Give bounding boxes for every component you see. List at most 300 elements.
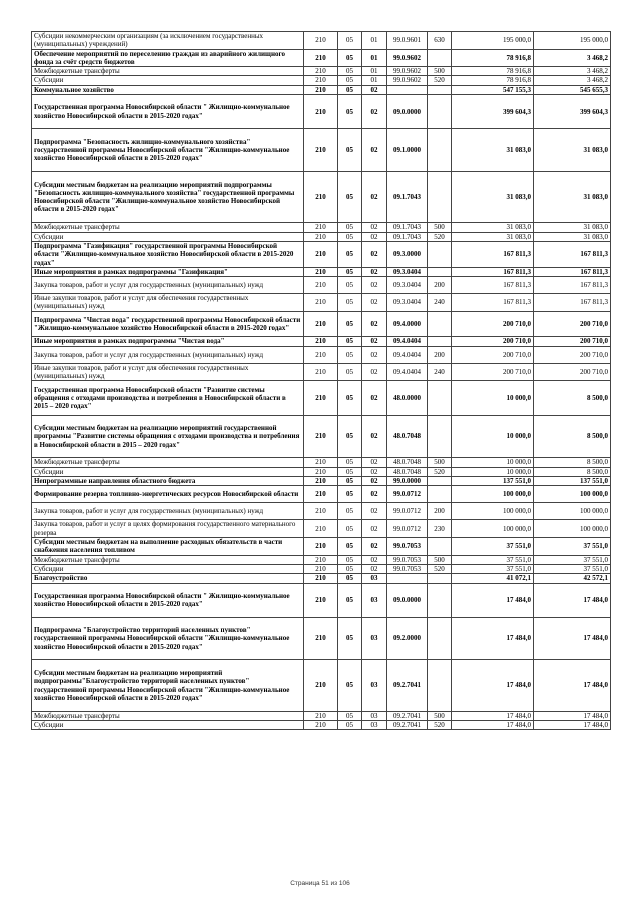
row-section-code: 05 [338, 267, 362, 276]
row-amount-2: 3 468,2 [534, 49, 611, 67]
row-ministry-code: 210 [304, 172, 338, 223]
row-ministry-code: 210 [304, 67, 338, 76]
row-ministry-code: 210 [304, 583, 338, 617]
row-target-code: 09.1.7043 [387, 232, 428, 241]
table-row [32, 223, 611, 232]
row-expense-type [428, 476, 452, 485]
row-name: Межбюджетные трансферты [32, 711, 304, 720]
row-amount-2: 167 811,3 [534, 277, 611, 294]
row-subsection-code: 02 [362, 415, 387, 458]
row-section-code: 05 [338, 277, 362, 294]
row-target-code [387, 85, 428, 94]
row-amount-1: 167 811,3 [452, 294, 534, 312]
row-target-code: 09.1.0000 [387, 129, 428, 172]
row-expense-type [428, 267, 452, 276]
row-name: Подпрограмма "Безопасность жилищно-коммунального хозяйства" государственной программы Новосибирской области "Жилищно-коммунальное хозяйство Новосибирской области в 2015-2020 годах" [32, 129, 304, 172]
row-section-code: 05 [338, 458, 362, 467]
row-amount-1: 100 000,0 [452, 520, 534, 538]
row-target-code: 99.0.0712 [387, 503, 428, 520]
row-ministry-code: 210 [304, 311, 338, 337]
row-name: Субсидии [32, 76, 304, 85]
row-subsection-code: 02 [362, 172, 387, 223]
row-subsection-code: 02 [362, 503, 387, 520]
row-amount-2: 137 551,0 [534, 476, 611, 485]
row-expense-type [428, 538, 452, 556]
row-target-code: 09.4.0404 [387, 346, 428, 363]
table-row [32, 503, 611, 520]
row-subsection-code: 02 [362, 337, 387, 346]
table-row [32, 617, 611, 660]
row-section-code: 05 [338, 574, 362, 583]
row-ministry-code: 210 [304, 337, 338, 346]
row-subsection-code: 02 [362, 311, 387, 337]
row-section-code: 05 [338, 129, 362, 172]
row-subsection-code: 02 [362, 294, 387, 312]
row-name: Субсидии некоммерческим организациям (за исключением государственных (муниципальных) учреждений) [32, 32, 304, 50]
row-ministry-code: 210 [304, 381, 338, 415]
row-expense-type: 500 [428, 223, 452, 232]
row-amount-2: 195 000,0 [534, 32, 611, 50]
row-amount-2: 167 811,3 [534, 294, 611, 312]
row-amount-2: 17 484,0 [534, 660, 611, 711]
row-ministry-code: 210 [304, 476, 338, 485]
row-subsection-code: 02 [362, 458, 387, 467]
row-target-code: 99.0.7053 [387, 538, 428, 556]
row-amount-2: 31 083,0 [534, 223, 611, 232]
row-amount-2: 8 500,0 [534, 467, 611, 476]
row-section-code: 05 [338, 32, 362, 50]
row-name: Подпрограмма "Газификация" государственной программы Новосибирской области "Жилищно-коммунальное хозяйство Новосибирской области в 2015-2020 годах" [32, 241, 304, 267]
row-section-code: 05 [338, 241, 362, 267]
row-subsection-code: 01 [362, 32, 387, 50]
row-amount-2: 100 000,0 [534, 520, 611, 538]
row-ministry-code: 210 [304, 467, 338, 476]
row-name: Государственная программа Новосибирской области " Жилищно-коммунальное хозяйство Новосибирской области в 2015-2020 годах" [32, 95, 304, 129]
row-name: Закупка товаров, работ и услуг в целях формирования государственного материального резерва [32, 520, 304, 538]
row-name: Благоустройство [32, 574, 304, 583]
row-ministry-code: 210 [304, 555, 338, 564]
row-section-code: 05 [338, 476, 362, 485]
row-amount-2: 100 000,0 [534, 486, 611, 503]
row-amount-1: 200 710,0 [452, 311, 534, 337]
row-ministry-code: 210 [304, 617, 338, 660]
table-row [32, 555, 611, 564]
row-amount-1: 200 710,0 [452, 346, 534, 363]
row-amount-2: 3 468,2 [534, 67, 611, 76]
row-name: Непрограммные направления областного бюджета [32, 476, 304, 485]
row-subsection-code: 02 [362, 95, 387, 129]
row-ministry-code: 210 [304, 564, 338, 573]
table-row [32, 363, 611, 381]
row-ministry-code: 210 [304, 574, 338, 583]
row-subsection-code: 03 [362, 721, 387, 730]
row-target-code: 99.0.9602 [387, 76, 428, 85]
row-target-code: 09.3.0404 [387, 267, 428, 276]
row-amount-1: 78 916,8 [452, 49, 534, 67]
row-ministry-code: 210 [304, 486, 338, 503]
table-row [32, 583, 611, 617]
row-subsection-code: 01 [362, 76, 387, 85]
table-row [32, 294, 611, 312]
row-target-code: 99.0.7053 [387, 564, 428, 573]
row-name: Формирование резерва топливно-энергетических ресурсов Новосибирской области [32, 486, 304, 503]
row-subsection-code: 02 [362, 129, 387, 172]
row-target-code: 99.0.0000 [387, 476, 428, 485]
row-amount-2: 31 083,0 [534, 232, 611, 241]
row-section-code: 05 [338, 503, 362, 520]
row-section-code: 05 [338, 223, 362, 232]
row-target-code: 09.4.0000 [387, 311, 428, 337]
row-section-code: 05 [338, 363, 362, 381]
row-subsection-code: 02 [362, 346, 387, 363]
row-subsection-code: 02 [362, 277, 387, 294]
row-expense-type [428, 311, 452, 337]
row-expense-type: 520 [428, 467, 452, 476]
row-amount-1: 17 484,0 [452, 617, 534, 660]
row-amount-2: 17 484,0 [534, 721, 611, 730]
row-subsection-code: 02 [362, 241, 387, 267]
row-name: Субсидии местным бюджетам на выполнение расходных обязательств в части снабжения населения топливом [32, 538, 304, 556]
row-target-code: 99.0.7053 [387, 555, 428, 564]
row-name: Субсидии [32, 721, 304, 730]
table-row [32, 467, 611, 476]
row-name: Иные закупки товаров, работ и услуг для обеспечения государственных (муниципальных) нужд [32, 363, 304, 381]
row-expense-type [428, 95, 452, 129]
row-expense-type [428, 415, 452, 458]
row-name: Иные мероприятия в рамках подпрограммы "Чистая вода" [32, 337, 304, 346]
row-ministry-code: 210 [304, 95, 338, 129]
row-subsection-code: 01 [362, 67, 387, 76]
table-row [32, 129, 611, 172]
row-amount-2: 17 484,0 [534, 583, 611, 617]
row-amount-1: 399 604,3 [452, 95, 534, 129]
row-section-code: 05 [338, 337, 362, 346]
row-ministry-code: 210 [304, 241, 338, 267]
row-ministry-code: 210 [304, 538, 338, 556]
row-amount-2: 200 710,0 [534, 346, 611, 363]
row-name: Межбюджетные трансферты [32, 67, 304, 76]
row-expense-type: 520 [428, 76, 452, 85]
row-section-code: 05 [338, 381, 362, 415]
row-target-code: 48.0.7048 [387, 458, 428, 467]
row-amount-1: 78 916,8 [452, 76, 534, 85]
row-ministry-code: 210 [304, 363, 338, 381]
row-subsection-code: 02 [362, 363, 387, 381]
table-row [32, 660, 611, 711]
row-amount-2: 31 083,0 [534, 172, 611, 223]
row-amount-1: 100 000,0 [452, 503, 534, 520]
row-section-code: 05 [338, 538, 362, 556]
row-amount-2: 200 710,0 [534, 337, 611, 346]
row-subsection-code: 02 [362, 538, 387, 556]
row-amount-2: 8 500,0 [534, 415, 611, 458]
row-expense-type [428, 381, 452, 415]
row-expense-type [428, 660, 452, 711]
row-section-code: 05 [338, 95, 362, 129]
row-expense-type [428, 49, 452, 67]
row-amount-2: 167 811,3 [534, 241, 611, 267]
row-ministry-code: 210 [304, 503, 338, 520]
row-expense-type: 500 [428, 711, 452, 720]
row-name: Иные закупки товаров, работ и услуг для обеспечения государственных (муниципальных) нужд [32, 294, 304, 312]
row-section-code: 05 [338, 172, 362, 223]
row-section-code: 05 [338, 564, 362, 573]
row-amount-2: 100 000,0 [534, 503, 611, 520]
row-amount-1: 10 000,0 [452, 381, 534, 415]
row-expense-type: 240 [428, 294, 452, 312]
table-row [32, 415, 611, 458]
row-target-code: 09.4.0404 [387, 363, 428, 381]
row-ministry-code: 210 [304, 294, 338, 312]
row-name: Субсидии [32, 467, 304, 476]
row-amount-1: 200 710,0 [452, 363, 534, 381]
row-amount-1: 10 000,0 [452, 467, 534, 476]
row-name: Субсидии [32, 564, 304, 573]
row-amount-1: 100 000,0 [452, 486, 534, 503]
row-subsection-code: 03 [362, 617, 387, 660]
row-subsection-code: 02 [362, 520, 387, 538]
row-name: Межбюджетные трансферты [32, 223, 304, 232]
row-target-code: 09.1.7043 [387, 172, 428, 223]
row-amount-1: 167 811,3 [452, 277, 534, 294]
row-expense-type [428, 486, 452, 503]
row-ministry-code: 210 [304, 76, 338, 85]
row-target-code: 99.0.9602 [387, 49, 428, 67]
row-section-code: 05 [338, 617, 362, 660]
row-ministry-code: 210 [304, 458, 338, 467]
row-amount-2: 399 604,3 [534, 95, 611, 129]
row-ministry-code: 210 [304, 721, 338, 730]
row-name: Закупка товаров, работ и услуг для государственных (муниципальных) нужд [32, 277, 304, 294]
table-row [32, 458, 611, 467]
row-amount-1: 17 484,0 [452, 721, 534, 730]
row-target-code: 09.3.0404 [387, 277, 428, 294]
row-expense-type: 200 [428, 346, 452, 363]
row-ministry-code: 210 [304, 520, 338, 538]
table-row [32, 311, 611, 337]
row-amount-2: 200 710,0 [534, 311, 611, 337]
row-amount-1: 17 484,0 [452, 660, 534, 711]
row-name: Закупка товаров, работ и услуг для государственных (муниципальных) нужд [32, 346, 304, 363]
row-target-code: 09.2.7041 [387, 721, 428, 730]
row-section-code: 05 [338, 232, 362, 241]
row-expense-type: 200 [428, 277, 452, 294]
row-name: Закупка товаров, работ и услуг для государственных (муниципальных) нужд [32, 503, 304, 520]
row-expense-type: 520 [428, 564, 452, 573]
row-amount-1: 547 155,3 [452, 85, 534, 94]
row-amount-1: 10 000,0 [452, 415, 534, 458]
row-subsection-code: 02 [362, 223, 387, 232]
row-name: Государственная программа Новосибирской области "Развитие системы обращения с отходами производства и потребления в Новосибирской области в 2015 – 2020 годах" [32, 381, 304, 415]
row-name: Иные мероприятия в рамках подпрограммы "Газификация" [32, 267, 304, 276]
table-row [32, 337, 611, 346]
row-amount-1: 195 000,0 [452, 32, 534, 50]
row-amount-2: 200 710,0 [534, 363, 611, 381]
row-ministry-code: 210 [304, 49, 338, 67]
row-target-code [387, 574, 428, 583]
table-row [32, 486, 611, 503]
row-ministry-code: 210 [304, 415, 338, 458]
row-target-code: 48.0.7048 [387, 415, 428, 458]
row-section-code: 05 [338, 721, 362, 730]
row-amount-1: 137 551,0 [452, 476, 534, 485]
row-amount-2: 17 484,0 [534, 711, 611, 720]
row-expense-type [428, 617, 452, 660]
row-section-code: 05 [338, 346, 362, 363]
row-ministry-code: 210 [304, 660, 338, 711]
row-expense-type: 500 [428, 67, 452, 76]
row-subsection-code: 02 [362, 381, 387, 415]
row-name: Субсидии местным бюджетам на реализацию мероприятий государственной программы "Развитие системы обращения с отходами производства и потребления в Новосибирской области в 2015 – 2020 годах" [32, 415, 304, 458]
row-target-code: 09.4.0404 [387, 337, 428, 346]
row-name: Межбюджетные трансферты [32, 458, 304, 467]
row-amount-1: 37 551,0 [452, 564, 534, 573]
row-amount-2: 17 484,0 [534, 617, 611, 660]
row-ministry-code: 210 [304, 129, 338, 172]
row-amount-2: 37 551,0 [534, 538, 611, 556]
row-name: Государственная программа Новосибирской области " Жилищно-коммунальное хозяйство Новосибирской области в 2015-2020 годах" [32, 583, 304, 617]
row-subsection-code: 03 [362, 574, 387, 583]
row-section-code: 05 [338, 711, 362, 720]
row-amount-2: 167 811,3 [534, 267, 611, 276]
row-target-code: 09.1.7043 [387, 223, 428, 232]
row-target-code: 48.0.0000 [387, 381, 428, 415]
row-expense-type: 500 [428, 458, 452, 467]
row-ministry-code: 210 [304, 32, 338, 50]
row-target-code: 48.0.7048 [387, 467, 428, 476]
row-section-code: 05 [338, 85, 362, 94]
row-amount-1: 10 000,0 [452, 458, 534, 467]
row-subsection-code: 02 [362, 85, 387, 94]
row-ministry-code: 210 [304, 223, 338, 232]
table-row [32, 721, 611, 730]
row-target-code: 99.0.9602 [387, 67, 428, 76]
row-amount-1: 37 551,0 [452, 538, 534, 556]
row-subsection-code: 02 [362, 467, 387, 476]
row-amount-1: 31 083,0 [452, 223, 534, 232]
row-ministry-code: 210 [304, 232, 338, 241]
row-section-code: 05 [338, 486, 362, 503]
row-expense-type: 630 [428, 32, 452, 50]
row-section-code: 05 [338, 555, 362, 564]
row-expense-type: 520 [428, 232, 452, 241]
table-row [32, 711, 611, 720]
row-amount-2: 8 500,0 [534, 458, 611, 467]
row-amount-2: 37 551,0 [534, 555, 611, 564]
row-name: Коммунальное хозяйство [32, 85, 304, 94]
row-name: Подпрограмма "Чистая вода" государственной программы Новосибирской области "Жилищно-коммунальное хозяйство Новосибирской области в 2015-2020 годах" [32, 311, 304, 337]
row-amount-1: 167 811,3 [452, 267, 534, 276]
row-expense-type [428, 129, 452, 172]
row-expense-type: 240 [428, 363, 452, 381]
row-target-code: 99.0.9601 [387, 32, 428, 50]
row-subsection-code: 03 [362, 583, 387, 617]
row-amount-1: 31 083,0 [452, 172, 534, 223]
row-subsection-code: 02 [362, 555, 387, 564]
table-row [32, 241, 611, 267]
row-expense-type: 200 [428, 503, 452, 520]
table-row [32, 346, 611, 363]
row-ministry-code: 210 [304, 277, 338, 294]
row-expense-type [428, 85, 452, 94]
row-target-code: 09.2.0000 [387, 617, 428, 660]
table-row [32, 232, 611, 241]
table-row [32, 520, 611, 538]
table-row [32, 32, 611, 50]
row-ministry-code: 210 [304, 711, 338, 720]
table-row [32, 538, 611, 556]
table-row [32, 267, 611, 276]
table-body [32, 32, 611, 730]
row-name: Обеспечение мероприятий по переселению граждан из аварийного жилищного фонда за счёт средств бюджетов [32, 49, 304, 67]
row-amount-1: 200 710,0 [452, 337, 534, 346]
table-row [32, 381, 611, 415]
row-target-code: 99.0.0712 [387, 520, 428, 538]
row-amount-1: 31 083,0 [452, 129, 534, 172]
row-subsection-code: 02 [362, 232, 387, 241]
row-ministry-code: 210 [304, 267, 338, 276]
row-subsection-code: 02 [362, 486, 387, 503]
row-amount-2: 8 500,0 [534, 381, 611, 415]
row-amount-2: 31 083,0 [534, 129, 611, 172]
row-subsection-code: 03 [362, 711, 387, 720]
table-row [32, 476, 611, 485]
row-amount-1: 31 083,0 [452, 232, 534, 241]
table-row [32, 564, 611, 573]
row-section-code: 05 [338, 415, 362, 458]
row-section-code: 05 [338, 49, 362, 67]
row-target-code: 09.3.0000 [387, 241, 428, 267]
row-expense-type: 500 [428, 555, 452, 564]
row-target-code: 09.0.0000 [387, 583, 428, 617]
row-amount-1: 78 916,8 [452, 67, 534, 76]
row-ministry-code: 210 [304, 346, 338, 363]
row-expense-type [428, 583, 452, 617]
row-target-code: 99.0.0712 [387, 486, 428, 503]
table-row [32, 49, 611, 67]
table-row [32, 574, 611, 583]
row-amount-1: 17 484,0 [452, 711, 534, 720]
row-expense-type [428, 337, 452, 346]
row-expense-type [428, 241, 452, 267]
row-section-code: 05 [338, 583, 362, 617]
row-section-code: 05 [338, 520, 362, 538]
budget-table [31, 31, 611, 730]
row-expense-type: 520 [428, 721, 452, 730]
row-amount-1: 37 551,0 [452, 555, 534, 564]
row-target-code: 09.2.7041 [387, 711, 428, 720]
row-subsection-code: 03 [362, 660, 387, 711]
row-section-code: 05 [338, 67, 362, 76]
row-subsection-code: 02 [362, 564, 387, 573]
row-amount-1: 41 072,1 [452, 574, 534, 583]
row-name: Субсидии местным бюджетам на реализацию мероприятий подпрограммы "Безопасность жилищно-коммунального хозяйства" государственной программы Новосибирской области "Жилищно-коммунальное хозяйство Новосибирской области в 2015-2020 годах" [32, 172, 304, 223]
row-expense-type [428, 172, 452, 223]
row-section-code: 05 [338, 294, 362, 312]
row-amount-2: 42 572,1 [534, 574, 611, 583]
row-expense-type [428, 574, 452, 583]
table-row [32, 277, 611, 294]
row-subsection-code: 02 [362, 267, 387, 276]
row-name: Субсидии [32, 232, 304, 241]
row-expense-type: 230 [428, 520, 452, 538]
table-row [32, 172, 611, 223]
table-row [32, 76, 611, 85]
row-section-code: 05 [338, 311, 362, 337]
row-amount-1: 167 811,3 [452, 241, 534, 267]
row-target-code: 09.2.7041 [387, 660, 428, 711]
table-row [32, 95, 611, 129]
